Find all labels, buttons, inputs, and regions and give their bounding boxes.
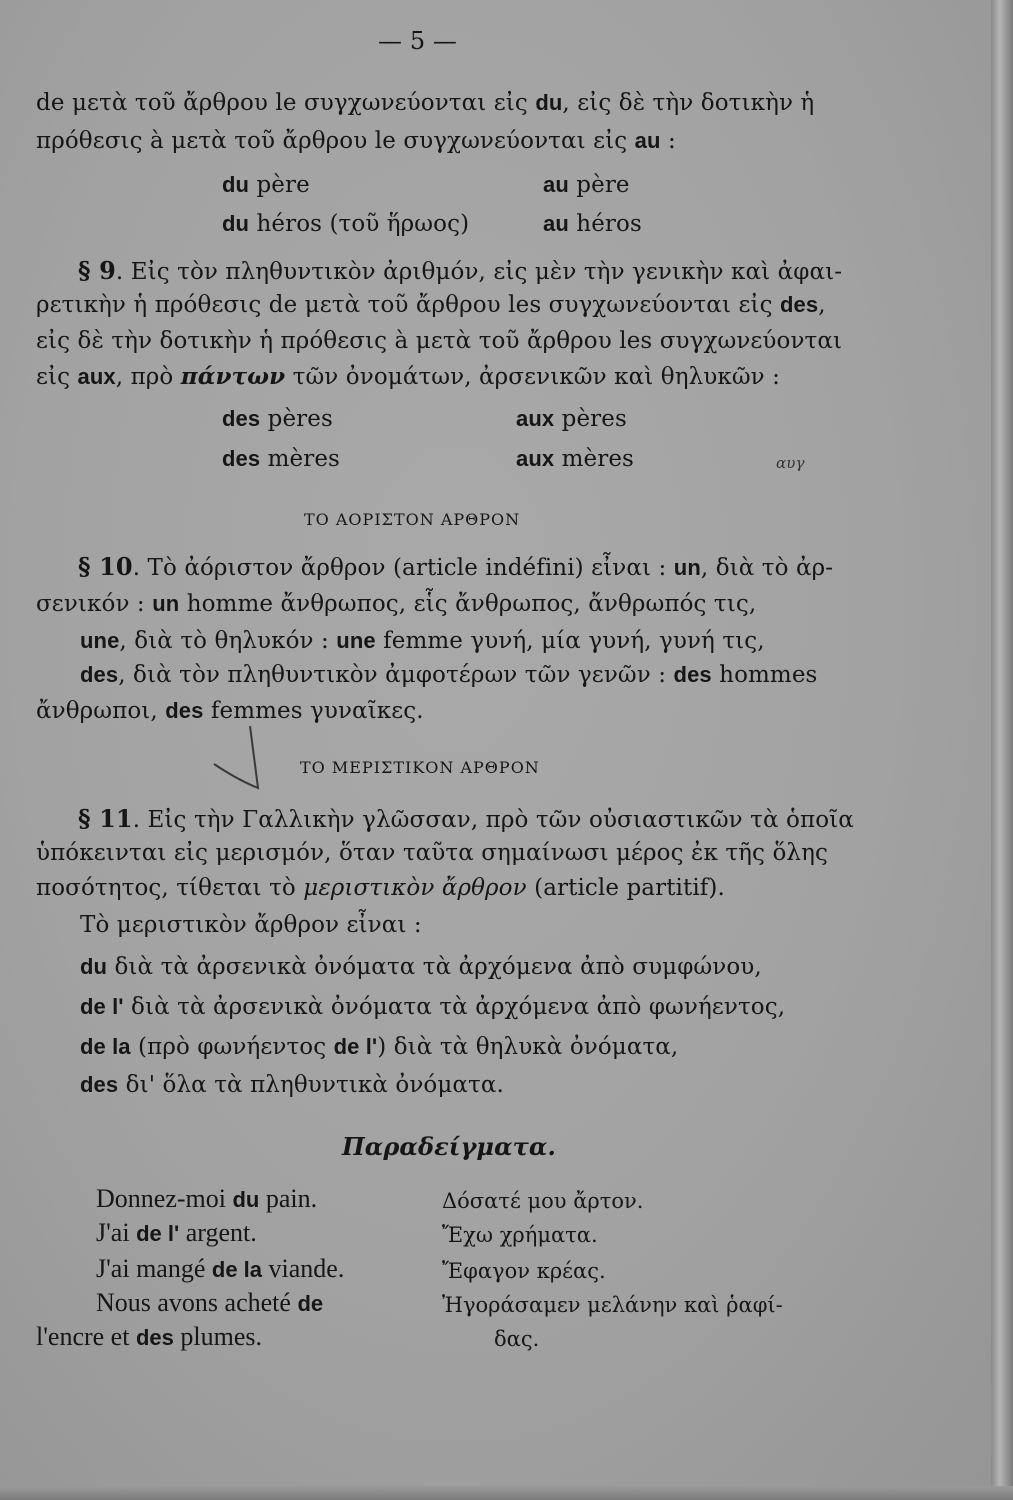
text: Nous avons acheté <box>96 1288 298 1317</box>
text: Donnez-moi <box>96 1184 233 1213</box>
bold-term: aux <box>516 406 555 431</box>
heading-indefinite-article: ΤΟ ΑΟΡΙΣΤΟΝ ΑΡΘΡΟΝ <box>304 510 521 529</box>
section-9-line-1 <box>78 256 842 287</box>
text: héros <box>568 211 642 237</box>
text: (πρὸ φωνήεντος <box>130 1034 334 1060</box>
contraction-right <box>516 444 634 474</box>
emphasis: πάντων <box>180 363 286 390</box>
section-11-line-3 <box>36 873 725 903</box>
text: argent. <box>179 1218 257 1247</box>
text: . Εἰς τὴν Γαλλικὴν γλῶσσαν, πρὸ τῶν οὐσιαστικῶν τὰ ὁποῖα <box>132 807 854 833</box>
example-fr-2 <box>96 1218 257 1249</box>
contraction-right <box>516 404 627 434</box>
section-11-line-2 <box>36 838 828 868</box>
text: héros (τοῦ ἥρωος) <box>249 211 470 237</box>
text: ὑπόκεινται εἰς μερισμόν, ὅταν ταῦτα σημαίνωσι μέρος ἐκ τῆς ὅλης <box>36 840 828 866</box>
example-gr-2: Ἔχω χρήματα. <box>442 1223 598 1247</box>
bold-term: au <box>634 128 661 153</box>
contraction-right <box>543 170 630 200</box>
handwritten-note: αυγ <box>776 454 805 472</box>
bold-term: un <box>152 591 180 616</box>
text: διὰ τὰ ἀρσενικὰ ὀνόματα τὰ ἀρχόμενα ἀπὸ φωνήεντος, <box>123 994 786 1020</box>
partitive-form <box>80 1032 678 1062</box>
page-number: — 5 — <box>378 27 458 55</box>
text: l'encre et <box>36 1322 136 1351</box>
section-9-line-3 <box>36 326 842 356</box>
text: mères <box>260 446 340 472</box>
examples-heading: Παραδείγματα. <box>342 1132 556 1161</box>
section-9-line-2 <box>36 290 826 320</box>
text: père <box>568 172 630 198</box>
text: πρόθεσις à μετὰ τοῦ ἄρθρου le συγχωνεύονται εἰς <box>36 128 635 154</box>
page-bottom-edge <box>0 1486 1013 1500</box>
bold-term: des <box>80 1072 119 1097</box>
bold-term: du <box>222 172 250 197</box>
text: , διὰ τὸ θηλυκόν : <box>119 628 337 654</box>
bold-term: des <box>135 1325 174 1350</box>
page-edge <box>991 0 1013 1500</box>
contraction-left <box>222 404 333 434</box>
bold-term: des <box>222 446 261 471</box>
section-11-line-4 <box>80 910 422 940</box>
contraction-left <box>222 444 340 474</box>
bold-term: du <box>80 954 108 979</box>
bold-term: de <box>297 1291 324 1316</box>
example-gr-1: Δόσατέ μου ἄρτον. <box>442 1189 644 1213</box>
bold-term: des <box>222 406 261 431</box>
intro-line-2 <box>36 126 676 156</box>
text: viande. <box>262 1254 345 1283</box>
section-9-line-4 <box>36 362 780 392</box>
text: pères <box>554 406 627 432</box>
contraction-left <box>222 209 469 239</box>
section-10-line-2 <box>36 589 756 619</box>
section-10-line-1 <box>78 552 833 583</box>
bold-term: du <box>232 1187 260 1212</box>
text: δι' ὅλα τὰ πληθυντικὰ ὀνόματα. <box>118 1072 504 1098</box>
text: de μετὰ τοῦ ἄρθρου le συγχωνεύονται εἰς <box>36 90 536 116</box>
partitive-form <box>80 1070 504 1100</box>
section-mark: § 10 <box>78 552 133 581</box>
partitive-form <box>80 952 762 982</box>
example-fr-5 <box>36 1322 262 1353</box>
text: εἰς <box>36 364 78 390</box>
bold-term: de l' <box>80 994 124 1019</box>
bold-term: au <box>543 211 569 236</box>
example-fr-3 <box>96 1254 344 1285</box>
bold-term: des <box>80 662 119 687</box>
bold-term: du <box>535 90 563 115</box>
pencil-check-mark <box>210 722 270 792</box>
example-fr-1 <box>96 1184 317 1215</box>
text: . Τὸ ἀόριστον ἄρθρον (article indéfini) εἶναι : <box>132 555 674 581</box>
text: J'ai <box>96 1218 137 1247</box>
text: plumes. <box>173 1322 262 1351</box>
text: pères <box>260 406 333 432</box>
text: διὰ τὰ ἀρσενικὰ ὀνόματα τὰ ἀρχόμενα ἀπὸ συμφώνου, <box>107 954 762 980</box>
text: Τὸ μεριστικὸν ἄρθρον εἶναι : <box>80 912 422 938</box>
text: homme ἄνθρωπος, εἷς ἄνθρωπος, ἄνθρωπός τις, <box>179 591 757 617</box>
contraction-right <box>543 209 642 239</box>
bold-term: une <box>80 628 120 653</box>
text: ) διὰ τὰ θηλυκὰ ὀνόματα, <box>377 1034 679 1060</box>
text: , <box>818 292 826 318</box>
heading-partitive-article: ΤΟ ΜΕΡΙΣΤΙΚΟΝ ΑΡΘΡΟΝ <box>300 758 540 777</box>
text: ποσότητος, τίθεται τὸ <box>36 875 304 901</box>
bold-term: des <box>780 292 819 317</box>
text: pain. <box>259 1184 318 1213</box>
text: εἰς δὲ τὴν δοτικὴν ἡ πρόθεσις à μετὰ τοῦ ἄρθρου les συγχωνεύονται <box>36 328 843 354</box>
example-gr-4: Ἠγοράσαμεν μελάνην καὶ ῥαφί- <box>442 1293 783 1317</box>
bold-term: de l' <box>333 1034 378 1059</box>
bold-term: de la <box>80 1034 131 1059</box>
text: (article partitif). <box>526 875 725 901</box>
example-gr-5: δας. <box>494 1327 540 1351</box>
section-11-line-1 <box>78 804 854 835</box>
bold-term: aux <box>516 446 555 471</box>
emphasis: μεριστικὸν ἄρθρον <box>303 875 527 901</box>
text: τῶν ὀνομάτων, ἀρσενικῶν καὶ θηλυκῶν : <box>285 364 781 390</box>
bold-term: au <box>543 172 569 197</box>
text: , διὰ τὸν πληθυντικὸν ἀμφοτέρων τῶν γενῶν : <box>118 662 674 688</box>
text: hommes <box>711 662 818 688</box>
text: : <box>660 128 676 154</box>
text: mères <box>554 446 634 472</box>
section-10-line-4 <box>80 660 817 690</box>
section-mark: § 9 <box>78 256 116 285</box>
intro-line-1 <box>36 88 814 118</box>
text: ἄνθρωποι, <box>36 698 166 724</box>
text: σενικόν : <box>36 591 153 617</box>
bold-term: un <box>673 555 701 580</box>
text: ρετικὴν ἡ πρόθεσις de μετὰ τοῦ ἄρθρου les συγχωνεύονται εἰς <box>36 292 780 318</box>
bold-term: de la <box>211 1257 263 1282</box>
bold-term: une <box>336 628 376 653</box>
bold-term: aux <box>77 364 116 389</box>
section-10-line-3 <box>80 626 765 656</box>
text: femmes γυναῖκες. <box>203 698 424 724</box>
bold-term: de l' <box>136 1221 180 1246</box>
text: . Εἰς τὸν πληθυντικὸν ἀριθμόν, εἰς μὲν τὴν γενικὴν καὶ ἀφαι- <box>115 259 843 285</box>
bold-term: du <box>222 211 250 236</box>
text: femme γυνή, μία γυνή, γυνή τις, <box>375 628 765 654</box>
text: , διὰ τὸ ἀρ- <box>700 555 834 581</box>
section-mark: § 11 <box>78 804 133 833</box>
example-fr-4 <box>96 1288 323 1319</box>
example-gr-3: Ἔφαγον κρέας. <box>442 1259 606 1283</box>
text: , εἰς δὲ τὴν δοτικὴν ἡ <box>562 90 815 116</box>
partitive-form <box>80 992 785 1022</box>
text: , πρὸ <box>115 364 181 390</box>
contraction-left <box>222 170 310 200</box>
text: J'ai mangé <box>96 1254 212 1283</box>
bold-term: des <box>673 662 712 687</box>
text: père <box>249 172 310 198</box>
bold-term: des <box>165 698 204 723</box>
